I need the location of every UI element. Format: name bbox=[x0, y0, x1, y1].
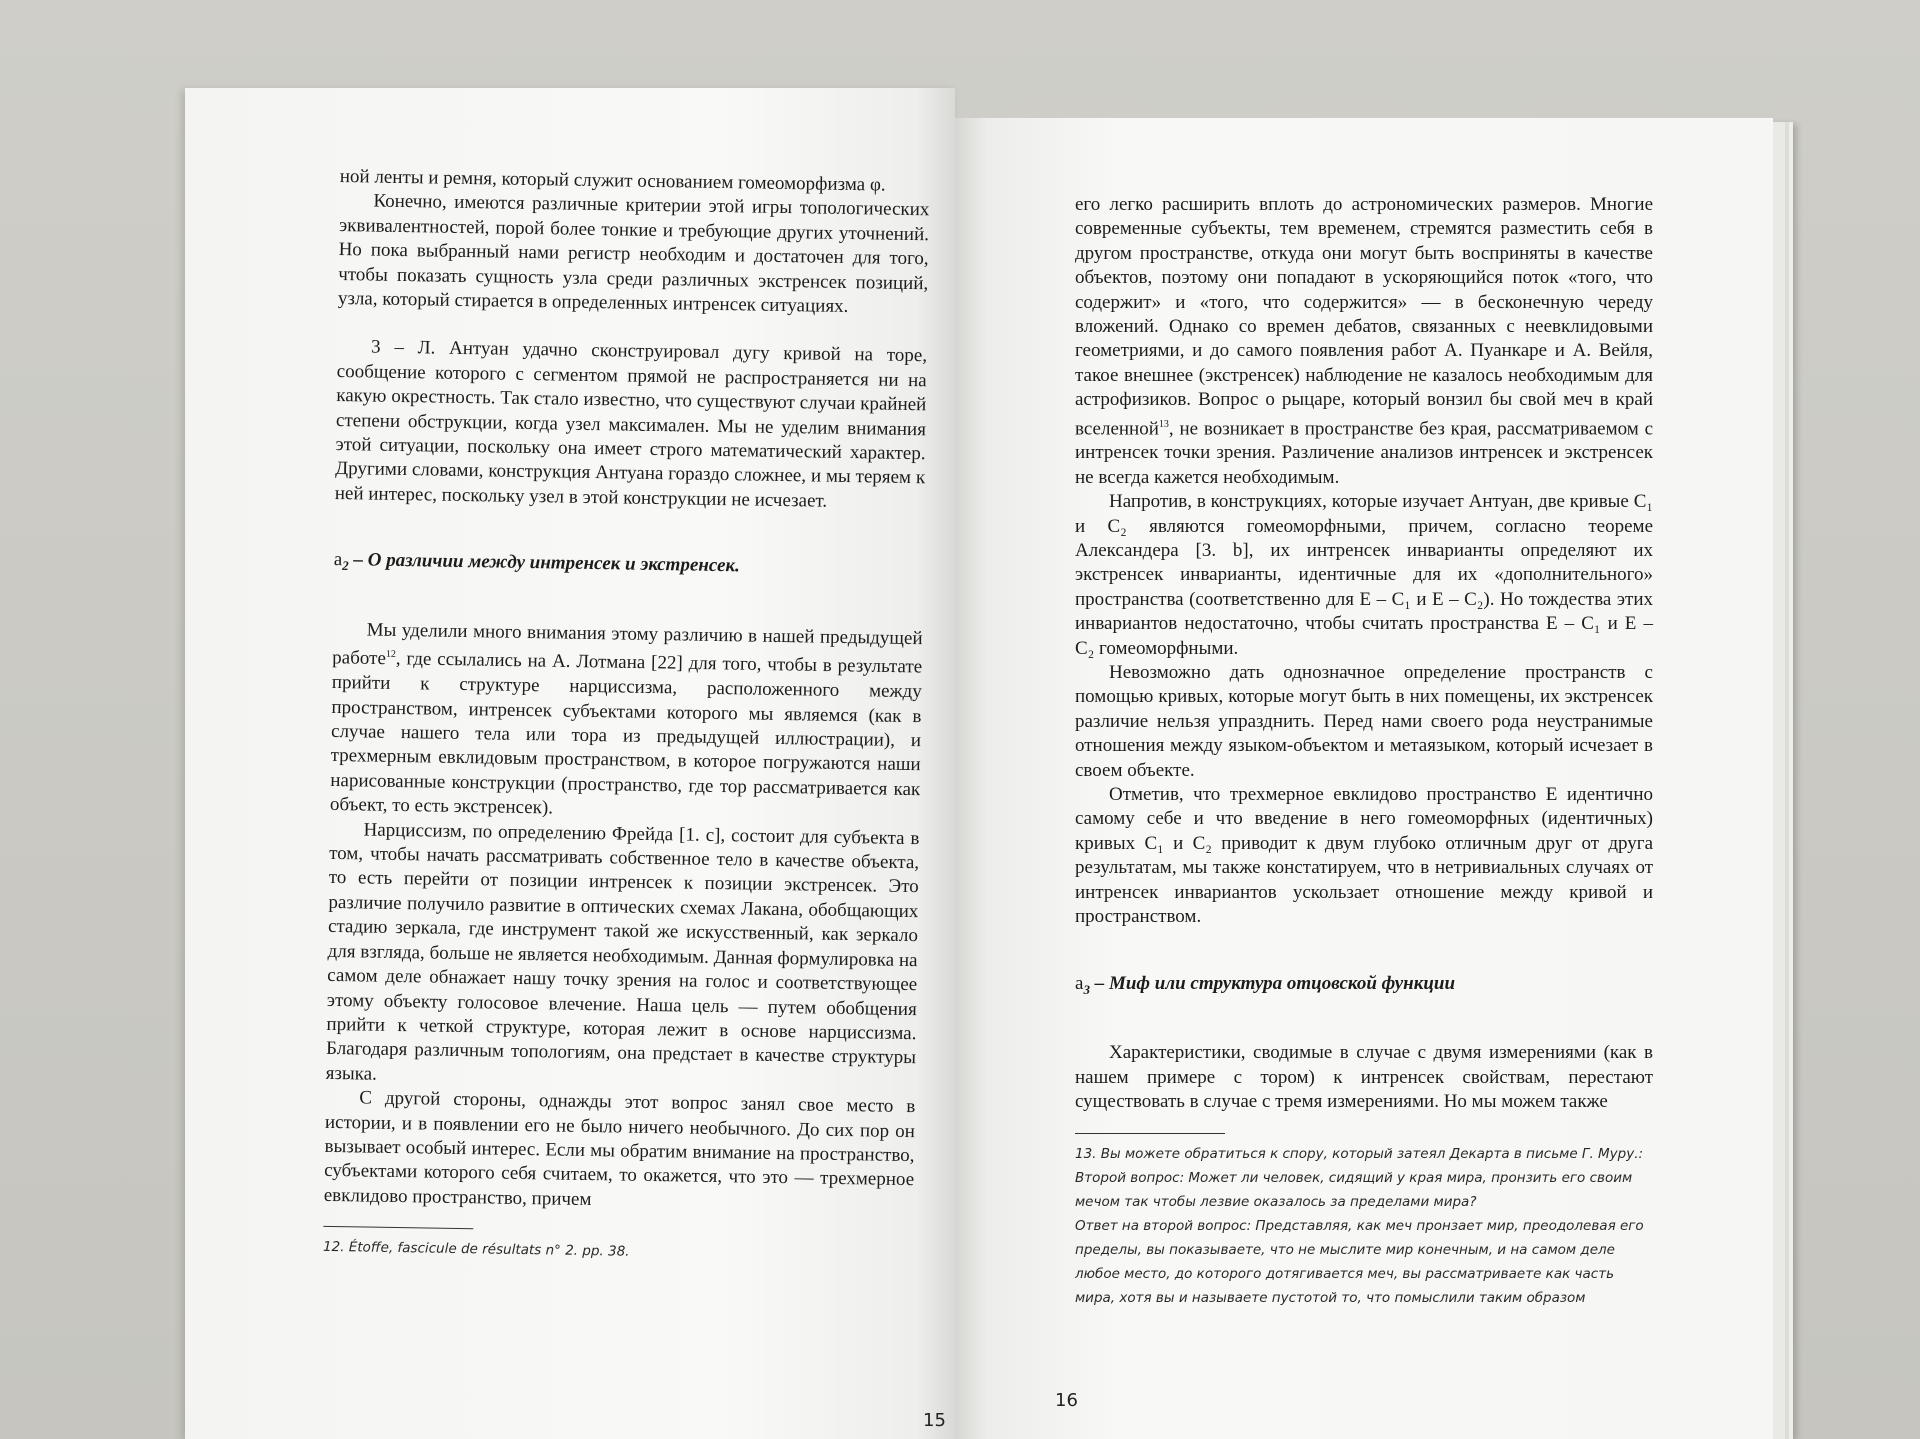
paragraph: Отметив, что трехмерное евклидово пространство E идентично самому себе и что введение в него гомеоморфных (идентичных) кривых C₁ и C₂ приводит к двум глубоко отличным друг от друга результатам, мы также констатируем, что в нетривиальных случаях от интренсек инвариантов ускользает отношение между кривой и пространством. bbox=[1075, 784, 1653, 928]
section-heading bbox=[1075, 972, 1653, 1002]
section-heading bbox=[334, 548, 924, 587]
page-number: 16 bbox=[1055, 1390, 1078, 1411]
left-page bbox=[185, 88, 955, 1439]
paragraph: ной ленты и ремня, который служит основанием гомеоморфизма φ. bbox=[339, 165, 886, 196]
footnote-line: Второй вопрос: Может ли человек, сидящий у края мира, пронзить его своим мечом так чтобы лезвие оказалось за пределами мира? bbox=[1075, 1169, 1633, 1210]
paragraph bbox=[1075, 193, 1653, 490]
footnote: 12. Étoffe, fascicule de résultats n° 2. pp. 38. bbox=[322, 1239, 630, 1260]
page-number: 15 bbox=[923, 1410, 946, 1431]
paragraph bbox=[330, 618, 923, 827]
left-page-text bbox=[323, 165, 930, 1268]
footnote-ref: 13 bbox=[1158, 418, 1169, 430]
footnote-rule bbox=[1075, 1133, 1225, 1134]
heading-text: – Миф или структура отцовской функции bbox=[1089, 972, 1456, 994]
footnote-line: 13. Вы можете обратиться к спору, который затеял Декарта в письме Г. Муру.: bbox=[1075, 1145, 1644, 1162]
heading-subscript: 2 bbox=[342, 558, 349, 574]
paragraph: Нарциссизм, по определению Фрейда [1. c], состоит для субъекта в том, чтобы начать рассматривать собственное тело в качестве объекта, то есть перейти от позиции интренсек к позиции экстренсек. Это различие получило развитие в оптических схемах Лакана, обобщающих стадию зеркала, где инструмент такой же искусственный, как зеркало для взгляда, больше не является необходимым. Данная формулировка на самом деле обнажает нашу точку зрения на голос и соответствующее этому объекту голосовое влечение. Наша цель — путем обобщения прийти к четкой структуре, которая лежит в основе нарциссизма. Благодаря различным топологиям, она предстает в качестве структуры языка. bbox=[325, 819, 920, 1085]
footnote-rule bbox=[323, 1226, 473, 1229]
paragraph-text: его легко расширить вплоть до астрономических размеров. Многие современные субъекты, тем временем, стремятся разместить себя в другом пространстве, откуда они могут быть восприняты в качестве объектов, поэтому они попадают в ускоряющийся поток «того, что содержит» и «того, что содержится» — в бесконечную череду вложений. Однако со времен дебатов, связанных с неевклидовыми геометриями, и до самого появления работ А. Пуанкаре и А. Вейля, такое внешнее (экстренсек) наблюдение не казалось необходимым для астрофизиков. Вопрос о рыцаре, который вонзил бы свой меч в край вселенной bbox=[1075, 194, 1653, 439]
paragraph: 3 – Л. Антуан удачно сконструировал дугу кривой на торе, сообщение которого с сегментом прямой не распространяется ни на какую окрестность. Так стало известно, что существуют случаи крайней степени обструкции, когда узел максимален. Мы не уделим внимания этой ситуации, поскольку она имеет строго математический характер. Другими словами, конструкция Антуана гораздо сложнее, и мы теряем к ней интерес, поскольку узел в этой конструкции не исчезает. bbox=[334, 336, 928, 512]
paragraph-text: , где ссылались на А. Лотмана [22] для того, чтобы в результате прийти к структуре нарциссизма, расположенного между пространством, интренсек субъектами которого мы являемся (как в случае нашего тела или тора из предыдущей иллюстрации), и трехмерным евклидовым пространством, в которое погружаются наши нарисованные конструкции (пространство, где тор рассматривается как объект, то есть экстренсек). bbox=[329, 648, 923, 819]
footnote-line: Ответ на второй вопрос: Представляя, как меч пронзает мир, преодолевая его пределы, вы показываете, что не мыслите мир конечным, и на самом деле любое место, до которого дотягивается меч, вы рассматриваете как часть мира, хотя вы и называете пустотой то, что помыслили таким образом bbox=[1075, 1217, 1644, 1306]
paragraph: Конечно, имеются различные критерии этой игры топологических эквивалентностей, порой более тонкие и требующие других уточнений. Но пока выбранный нами регистр необходим и достаточен для того, чтобы показать сущность узла среди различных экстренсек позиций, узла, который стирается в определенных интренсек ситуациях. bbox=[337, 190, 930, 318]
heading-label: a bbox=[333, 549, 343, 571]
paragraph-text: Мы уделили много внимания этому различию в нашей предыдущей работе bbox=[332, 619, 923, 670]
right-page bbox=[955, 118, 1773, 1439]
paragraph: Характеристики, сводимые в случае с двумя измерениями (как в нашем примере с тором) к интренсек свойствам, перестают существовать в случае с тремя измерениями. Но мы можем также bbox=[1075, 1042, 1653, 1113]
paragraph-text: , не возникает в пространстве без края, рассматриваемом с интренсек точки зрения. Различение анализов интренсек и экстренсек не всегда кажется необходимым. bbox=[1075, 417, 1653, 488]
paragraph: С другой стороны, однажды этот вопрос занял свое место в истории, и в появлении его не было ничего необычного. До сих пор он вызывает особый интерес. Если мы обратим внимание на пространство, субъектами которого себя считаем, то окажется, что это — трехмерное евклидово пространство, причем bbox=[323, 1087, 916, 1210]
heading-subscript: 3 bbox=[1083, 981, 1090, 997]
heading-label: a bbox=[1075, 972, 1084, 994]
paragraph: Напротив, в конструкциях, которые изучает Антуан, две кривые C₁ и C₂ являются гомеоморфными, причем, согласно теореме Александера [3. b], их интренсек инварианты определяют их экстренсек инварианты, идентичные для их «дополнительного» пространства (соответственно для E – C₁ и E – C₂). Но тождества этих инвариантов недостаточно, чтобы считать пространства E – C₁ и E – C₂ гомеоморфными. bbox=[1075, 491, 1653, 659]
paragraph: Невозможно дать однозначное определение пространств с помощью кривых, которые могут быть в них помещены, их экстренсек различие нельзя упразднить. Перед нами своего рода неустранимые отношения между языком-объектом и метаязыком, который исчезает в своем объекте. bbox=[1075, 662, 1653, 781]
footnote-ref: 12 bbox=[385, 649, 396, 661]
heading-text: – О различии между интренсек и экстренсек. bbox=[348, 549, 741, 577]
right-page-text bbox=[1075, 193, 1653, 1310]
